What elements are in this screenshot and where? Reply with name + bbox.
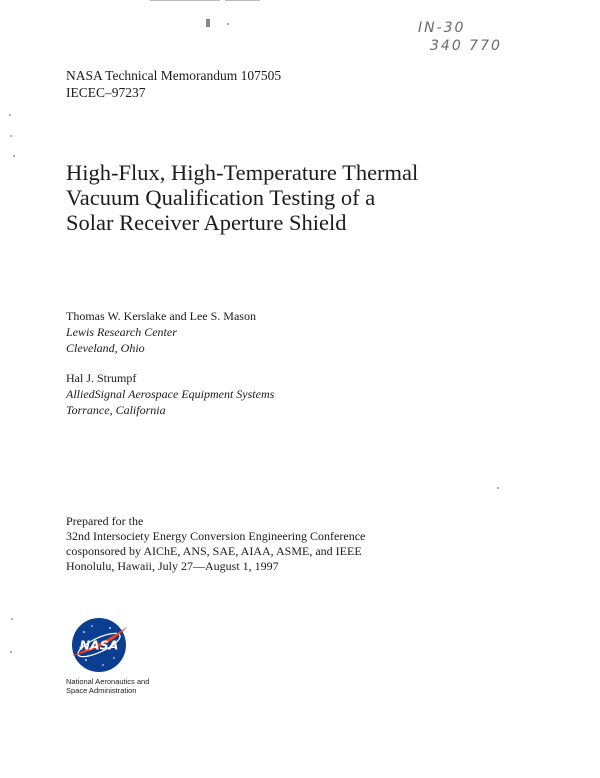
author-organization: Lewis Research Center	[66, 325, 177, 339]
agency-line-2: Space Administration	[66, 686, 137, 695]
logo-star	[102, 664, 104, 666]
prepared-line-1: Prepared for the	[66, 514, 144, 528]
prepared-line-4: Honolulu, Hawaii, July 27—August 1, 1997	[66, 559, 279, 573]
logo-star	[85, 659, 87, 661]
scan-speck	[497, 487, 499, 489]
nasa-logo-icon	[66, 612, 132, 678]
title-line-2: Vacuum Qualification Testing of a	[66, 185, 376, 210]
logo-wordmark: NASA	[79, 637, 119, 653]
author-names: Thomas W. Kerslake and Lee S. Mason	[66, 309, 256, 323]
scan-speck	[227, 23, 229, 25]
agency-caption	[66, 677, 149, 695]
prepared-line-3: cosponsored by AIChE, ANS, SAE, AIAA, ASME, and IEEE	[66, 544, 362, 558]
author-names: Hal J. Strumpf	[66, 371, 137, 385]
prepared-line-2: 32nd Intersociety Energy Conversion Engineering Conference	[66, 529, 366, 543]
author-location: Cleveland, Ohio	[66, 341, 145, 355]
logo-star	[113, 657, 115, 659]
prepared-for-block	[66, 514, 365, 574]
author-block-1	[66, 308, 256, 356]
author-block-2	[66, 370, 274, 418]
handwritten-annotation-line2: 340 770	[430, 38, 502, 54]
author-location: Torrance, California	[66, 403, 166, 417]
author-organization: AlliedSignal Aerospace Equipment Systems	[66, 387, 275, 401]
report-code: IECEC–97237	[66, 85, 146, 100]
title-line-1: High-Flux, High-Temperature Thermal	[66, 160, 419, 185]
scan-speck	[13, 155, 15, 157]
title-line-3: Solar Receiver Aperture Shield	[66, 210, 347, 235]
scan-top-line	[225, 0, 260, 1]
scan-speck	[10, 651, 12, 653]
scan-top-line	[150, 0, 220, 1]
agency-line-1: National Aeronautics and	[66, 677, 150, 686]
logo-star	[83, 631, 85, 633]
logo-star	[91, 625, 93, 627]
scan-speck	[10, 135, 12, 137]
scan-top-mark	[206, 19, 210, 27]
handwritten-annotation-line1: IN-30	[418, 20, 466, 36]
report-series: NASA Technical Memorandum 107505	[66, 68, 282, 83]
page-title	[66, 160, 418, 235]
scan-speck	[11, 618, 13, 620]
scan-speck	[9, 114, 11, 116]
logo-star	[109, 627, 111, 629]
